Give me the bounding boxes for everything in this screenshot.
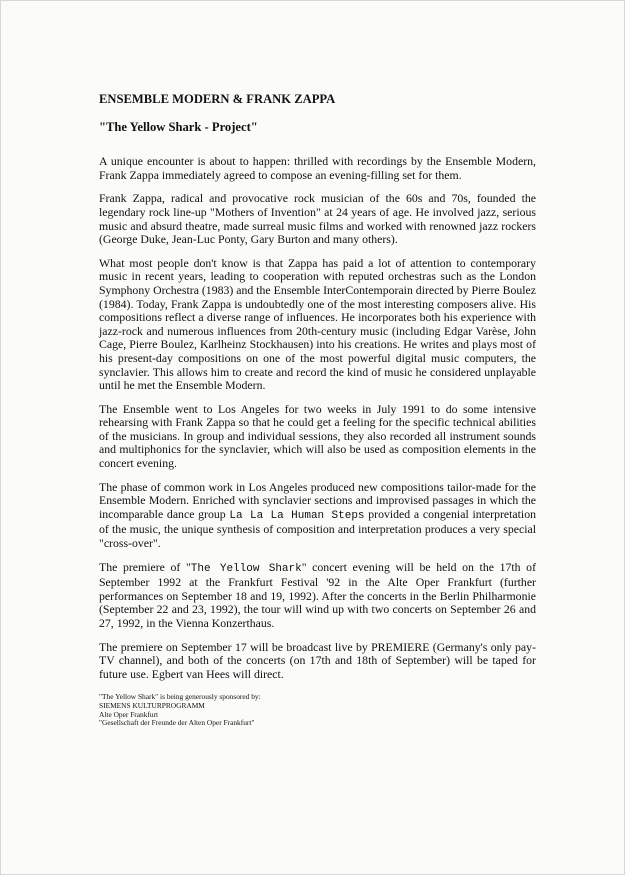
concert-title: The Yellow Shark [190, 562, 302, 575]
paragraph-text: The phase of common work in Los Angeles produced new compositions tailor-made for the Ensemble Modern. Enriched with synclavier sections and improvised passages in which the incomparable dance group [99, 479, 536, 521]
paragraph-new-compositions [99, 481, 536, 551]
document-subheading: "The Yellow Shark - Project" [99, 119, 258, 134]
paragraph-contemporary-music: What most people don't know is that Zappa has paid a lot of attention to contemporary music in recent years, leading to cooperation with reputed orchestras such as the London Symphony Orchestra (1983) and the Ensemble InterContemporain directed by Pierre Boulez (1984). Today, Frank Zappa is undoubtedly one of the most interesting composers alive. His compositions reflect a diverse range of influences. He incorporates both his experience with jazz-rock and numerous influences from 20th-century music (including Edgar Varèse, John Cage, Pierre Boulez, Karlheinz Stockhausen) into his creations. He writes and plays most of his present-day compositions on one of the most powerful digital music computers, the synclavier. This allows him to create and record the kind of music he considered unplayable until he met the Ensemble Modern. [99, 255, 537, 393]
paragraph-premiere [99, 561, 536, 631]
sponsor-line: Alte Oper Frankfurt [99, 709, 159, 719]
document-body [99, 93, 536, 728]
sponsor-line: SIEMENS KULTURPROGRAMM [99, 700, 205, 710]
paragraph-los-angeles-rehearsal: The Ensemble went to Los Angeles for two weeks in July 1991 to do some intensive rehearsing with Frank Zappa so that he could get a feeling for the specific technical abilities of the musicians. In group and individual sessions, they also recorded all instrument sounds and multiphonics for the synclavier, which will also be used as composition elements in the concert evening. [99, 401, 536, 471]
paragraph-biography: Frank Zappa, radical and provocative rock musician of the 60s and 70s, founded the legendary rock line-up "Mothers of Invention" at 24 years of age. He involved jazz, serious music and absurd theatre, made surreal music films and worked with renowned jazz rockers (George Duke, Jean-Luc Ponty, Gary Burton and many others). [99, 191, 536, 247]
document-heading: ENSEMBLE MODERN & FRANK ZAPPA [99, 92, 336, 106]
sponsor-line: "Gesellschaft der Freunde der Alten Oper Frankfurt" [99, 718, 255, 728]
paragraph-intro: A unique encounter is about to happen: thrilled with recordings by the Ensemble Modern, Frank Zappa immediately agreed to compose an evening-filling set for them. [99, 154, 536, 182]
paragraph-text: " concert evening will be held on the 17th of September 1992 at the Frankfurt Festival '92 in the Alte Oper Frankfurt (further performances on September 18 and 19, 1992). After the concerts in the Berlin Philharmonie (September 22 and 23, 1992), the tour will wind up with two concerts on September 26 and 27, 1992, in the Vienna Konzerthaus. [99, 559, 536, 630]
paragraph-text: The premiere of " [99, 559, 191, 574]
sponsor-block [99, 693, 536, 727]
paragraph-broadcast: The premiere on September 17 will be broadcast live by PREMIERE (Germany's only pay-TV channel), and both of the concerts (on 17th and 18th of September) will be taped for future use. Egbert van Hees will direct. [99, 639, 536, 681]
sponsor-line: "The Yellow Shark" is being generously sponsored by: [99, 692, 261, 702]
paragraph-text: provided a congenial interpretation of the music, the unique synthesis of composition and interpretation produces a very special "cross-over". [99, 506, 536, 551]
dance-group-name: La La La Human Steps [229, 509, 365, 522]
